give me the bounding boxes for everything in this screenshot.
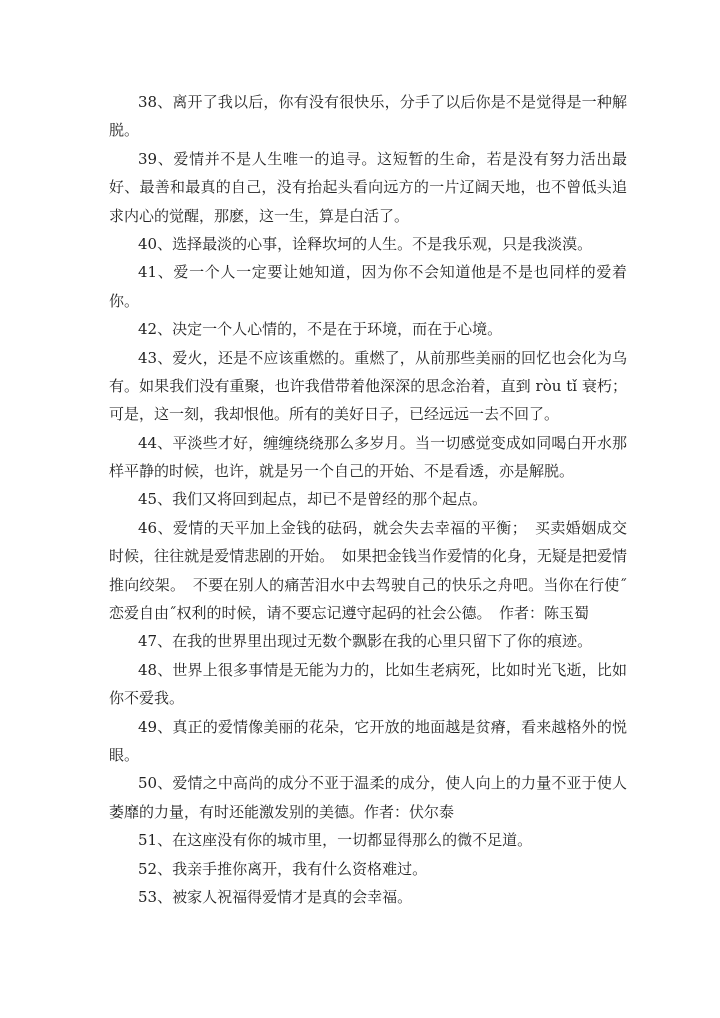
paragraph-line: 你不爱我。 [109, 689, 185, 708]
paragraph-line: 44、平淡些才好，缠缠绕绕那么多岁月。当一切感觉变成如同喝白开水那 [138, 433, 627, 452]
paragraph [109, 769, 627, 826]
paragraph-line: 39、爱情并不是人生唯一的追寻。这短暂的生命，若是没有努力活出最 [138, 149, 627, 168]
paragraph-line: 43、爱火，还是不应该重燃的。重燃了，从前那些美丽的回忆也会化为乌 [138, 348, 627, 367]
paragraph-line: 推向绞架。 不要在别人的痛苦泪水中去驾驶自己的快乐之舟吧。当你在行使˝ [109, 575, 627, 594]
paragraph-line: 49、真正的爱情像美丽的花朵，它开放的地面越是贫瘠，看来越格外的悦 [138, 717, 627, 736]
paragraph [109, 713, 627, 770]
paragraph [109, 485, 627, 513]
paragraph-line: 42、决定一个人心情的，不是在于环境，而在于心境。 [138, 320, 503, 339]
paragraph-line: 48、世界上很多事情是无能为力的，比如生老病死，比如时光飞逝，比如 [138, 660, 627, 679]
paragraph [109, 855, 627, 883]
paragraph-line: 52、我亲手推你离开，我有什么资格难过。 [138, 859, 428, 878]
paragraph [109, 230, 627, 258]
paragraph-line: 脱。 [109, 121, 140, 140]
paragraph-line: 45、我们又将回到起点，却已不是曾经的那个起点。 [138, 490, 488, 509]
paragraph [109, 656, 627, 713]
document-body [109, 88, 627, 911]
paragraph [109, 627, 627, 655]
paragraph [109, 344, 627, 429]
paragraph [109, 258, 627, 315]
paragraph [109, 315, 627, 343]
paragraph-line: 可是，这一刻，我却恨他。所有的美好日子，已经远远一去不回了。 [109, 405, 560, 424]
paragraph [109, 514, 627, 628]
paragraph-line: 47、在我的世界里出现过无数个飘影在我的心里只留下了你的痕迹。 [138, 632, 593, 651]
paragraph-line: 时候，往往就是爱情悲剧的开始。 如果把金钱当作爱情的化身，无疑是把爱情 [109, 547, 627, 566]
paragraph-line: 好、最善和最真的自己，没有抬起头看向远方的一片辽阔天地，也不曾低头追 [109, 178, 627, 197]
paragraph [109, 145, 627, 230]
paragraph-line: 你。 [109, 291, 140, 310]
paragraph-line: 恋爱自由˝权利的时候，请不要忘记遵守起码的社会公德。 作者：陈玉蜀 [109, 604, 590, 623]
paragraph-line: 53、被家人祝福得爱情才是真的会幸福。 [138, 887, 413, 906]
paragraph-line: 求内心的觉醒，那麽，这一生，算是白活了。 [109, 206, 410, 225]
paragraph-line: 46、爱情的天平加上金钱的砝码，就会失去幸福的平衡； 买卖婚姻成交 [138, 518, 627, 537]
paragraph-line: 有。如果我们没有重聚，也许我借带着他深深的思念治着，直到 ròu tǐ 衰朽； [109, 376, 627, 395]
paragraph [109, 883, 627, 911]
paragraph [109, 429, 627, 486]
paragraph-line: 眼。 [109, 745, 140, 764]
paragraph [109, 826, 627, 854]
paragraph-line: 萎靡的力量，有时还能激发别的美德。作者：伏尔泰 [109, 802, 455, 821]
paragraph [109, 88, 627, 145]
paragraph-line: 样平静的时候，也许，就是另一个自己的开始、不是看透，亦是解脱。 [109, 462, 575, 481]
paragraph-line: 40、选择最淡的心事，诠释坎坷的人生。不是我乐观，只是我淡漠。 [138, 234, 593, 253]
paragraph-line: 50、爱情之中高尚的成分不亚于温柔的成分，使人向上的力量不亚于使人 [138, 774, 627, 793]
paragraph-line: 51、在这座没有你的城市里，一切都显得那么的微不足道。 [138, 831, 533, 850]
paragraph-line: 41、爱一个人一定要让她知道，因为你不会知道他是不是也同样的爱着 [138, 263, 627, 282]
paragraph-line: 38、离开了我以后，你有没有很快乐，分手了以后你是不是觉得是一种解 [138, 93, 627, 111]
